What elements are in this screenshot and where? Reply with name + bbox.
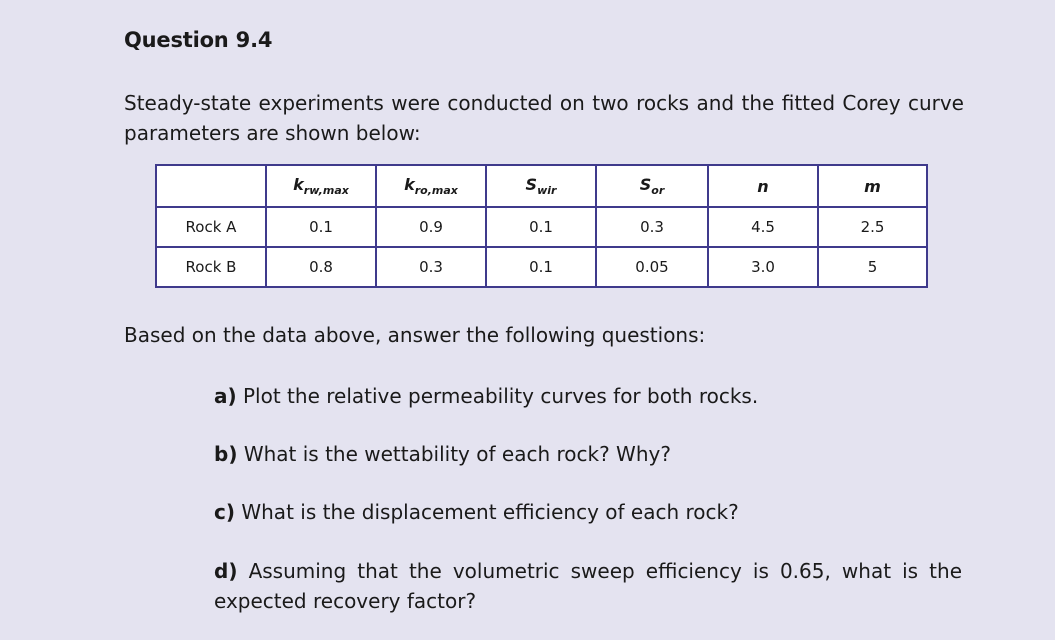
- row-label: Rock A: [156, 207, 266, 247]
- question-d: [214, 556, 962, 616]
- table-header-row: [156, 165, 927, 207]
- question-text: Plot the relative permeability curves for both rocks.: [243, 384, 759, 408]
- question-text: Assuming that the volumetric sweep efficiency is 0.65, what is the expected recovery factor?: [214, 559, 963, 613]
- question-c: [214, 497, 962, 527]
- table-cell: 0.1: [486, 247, 596, 287]
- table-cell: 0.1: [266, 207, 376, 247]
- table-row: [156, 247, 927, 287]
- question-text: What is the displacement efficiency of each rock?: [241, 500, 739, 524]
- table-cell: 3.0: [708, 247, 818, 287]
- lead-sentence: Based on the data above, answer the following questions:: [124, 323, 706, 347]
- table-cell: 0.9: [376, 207, 486, 247]
- table-cell: 0.8: [266, 247, 376, 287]
- table-cell: 2.5: [818, 207, 927, 247]
- table-cell: 0.1: [486, 207, 596, 247]
- intro-paragraph: Steady-state experiments were conducted on two rocks and the fitted Corey curve parameters are shown below:: [124, 91, 964, 145]
- question-text: What is the wettability of each rock? Why?: [243, 442, 671, 466]
- question-a: [214, 381, 962, 411]
- question-letter: c): [214, 500, 235, 524]
- table-row: [156, 207, 927, 247]
- table-cell: 0.3: [596, 207, 708, 247]
- header-cell-kro-max: $k_{ro,max}$: [376, 165, 486, 207]
- table-cell: 5: [818, 247, 927, 287]
- table-cell: 0.3: [376, 247, 486, 287]
- header-cell-empty: [156, 165, 266, 207]
- corey-parameters-table: [155, 164, 928, 288]
- question-title: Question 9.4: [124, 28, 273, 52]
- table-cell: 0.05: [596, 247, 708, 287]
- question-letter: b): [214, 442, 238, 466]
- header-cell-m: m: [818, 165, 927, 207]
- question-letter: d): [214, 559, 238, 583]
- header-cell-swir: $S_{wir}$: [486, 165, 596, 207]
- question-b: [214, 439, 962, 469]
- row-label: Rock B: [156, 247, 266, 287]
- header-cell-n: n: [708, 165, 818, 207]
- table-cell: 4.5: [708, 207, 818, 247]
- header-cell-sor: $S_{or}$: [596, 165, 708, 207]
- question-letter: a): [214, 384, 237, 408]
- header-cell-krw-max: $k_{rw,max}$: [266, 165, 376, 207]
